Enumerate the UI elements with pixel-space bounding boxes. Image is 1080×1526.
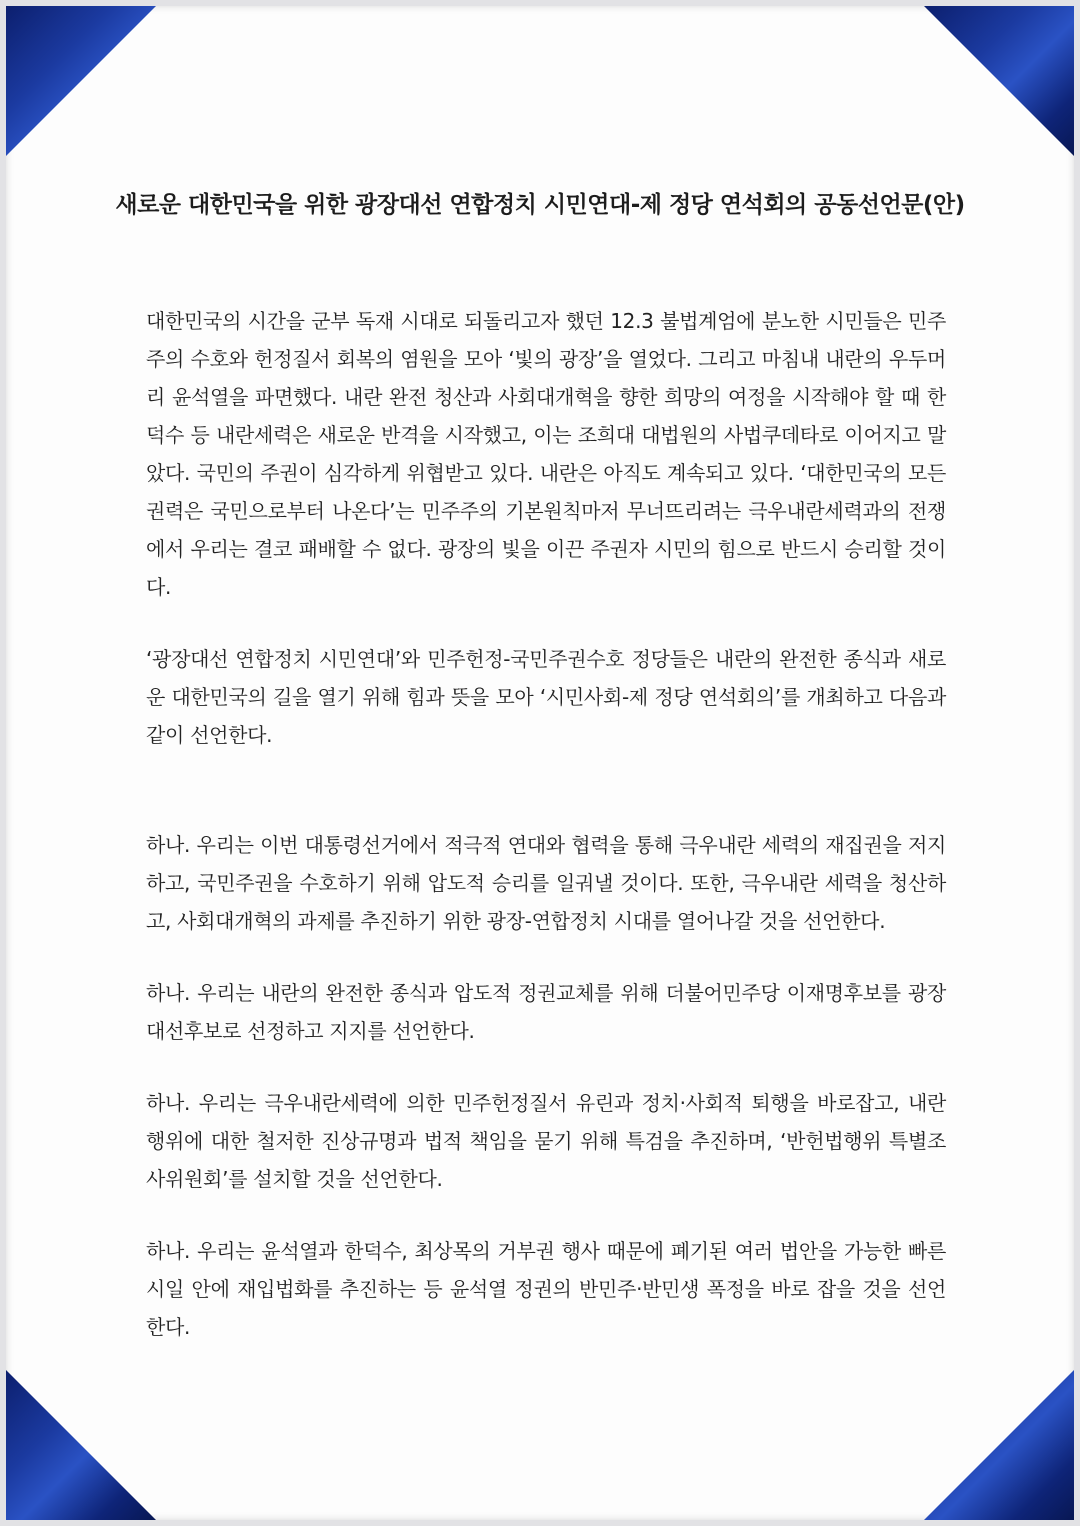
intro-paragraph: 대한민국의 시간을 군부 독재 시대로 되돌리고자 했던 12.3 불법계엄에 분노한 시민들은 민주주의 수호와 헌정질서 회복의 염원을 모아 ‘빛의 광장’을 열었다. 그리고 마침내 내란의 우두머리 윤석열을 파면했다. 내란 완전 청산과 사회대개혁을 향한 희망의 여정을 시작해야 할 때 한덕수 등 내란세력은 새로운 반격을 시작했고, 이는 조희대 대법원의 사법쿠데타로 이어지고 말았다. 국민의 주권이 심각하게 위협받고 있다. 내란은 아직도 계속되고 있다. ‘대한민국의 모든 권력은 국민으로부터 나온다’는 민주주의 기본원칙마저 무너뜨리려는 극우내란세력과의 전쟁에서 우리는 결코 패배할 수 없다. 광장의 빛을 이끈 주권자 시민의 힘으로 반드시 승리할 것이다.: [146, 309, 946, 599]
corner-decoration-bottom-left: [6, 1370, 156, 1520]
document-body: [146, 302, 946, 1380]
declaration-item: 하나. 우리는 윤석열과 한덕수, 최상목의 거부권 행사 때문에 폐기된 여러 법안을 가능한 빠른 시일 안에 재입법화를 추진하는 등 윤석열 정권의 반민주·반민생 폭정을 바로 잡을 것을 선언한다.: [146, 1239, 946, 1339]
corner-decoration-top-left: [6, 6, 156, 156]
declaration-item: 하나. 우리는 이번 대통령선거에서 적극적 연대와 협력을 통해 극우내란 세력의 재집권을 저지하고, 국민주권을 수호하기 위해 압도적 승리를 일궈낼 것이다. 또한, 극우내란 세력을 청산하고, 사회대개혁의 과제를 추진하기 위한 광장-연합정치 시대를 열어나갈 것을 선언한다.: [146, 833, 946, 933]
declaration-item: 하나. 우리는 극우내란세력에 의한 민주헌정질서 유린과 정치·사회적 퇴행을 바로잡고, 내란 행위에 대한 철저한 진상규명과 법적 책임을 묻기 위해 특검을 추진하며, ‘반헌법행위 특별조사위원회’를 설치할 것을 선언한다.: [146, 1091, 946, 1191]
corner-decoration-top-right: [924, 6, 1074, 156]
declaration-item: 하나. 우리는 내란의 완전한 종식과 압도적 정권교체를 위해 더불어민주당 이재명후보를 광장대선후보로 선정하고 지지를 선언한다.: [146, 981, 946, 1043]
intro-paragraph: ‘광장대선 연합정치 시민연대’와 민주헌정-국민주권수호 정당들은 내란의 완전한 종식과 새로운 대한민국의 길을 열기 위해 힘과 뜻을 모아 ‘시민사회-제 정당 연석회의’를 개최하고 다음과 같이 선언한다.: [146, 647, 946, 747]
corner-decoration-bottom-right: [924, 1370, 1074, 1520]
document-title: 새로운 대한민국을 위한 광장대선 연합정치 시민연대-제 정당 연석회의 공동선언문(안): [115, 192, 965, 218]
